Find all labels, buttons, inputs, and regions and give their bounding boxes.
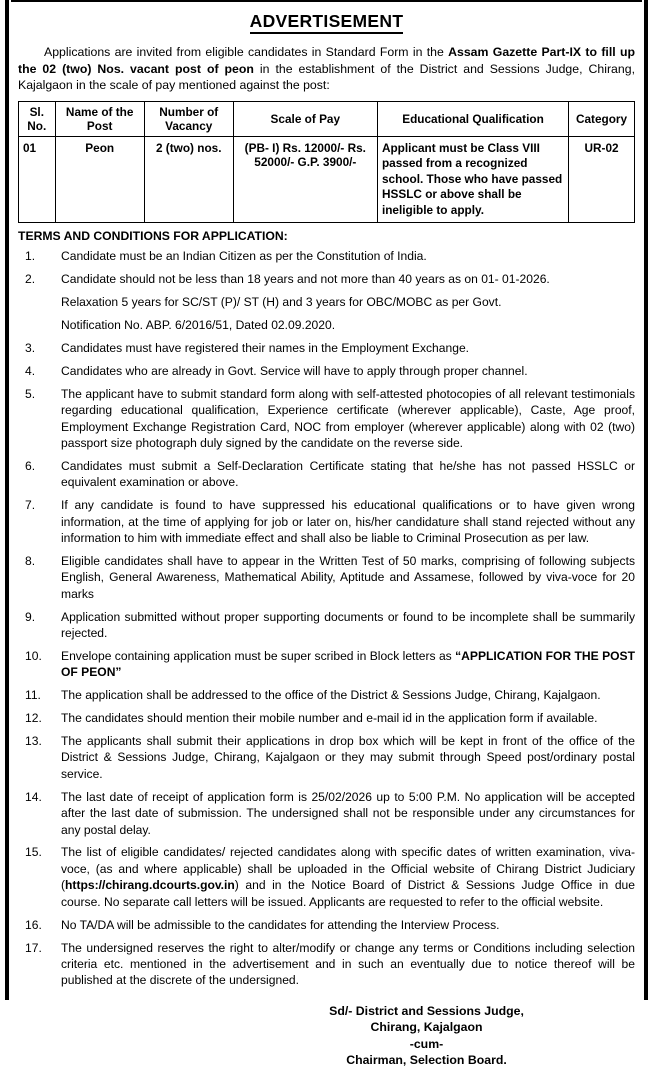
advertisement-inner-frame	[11, 0, 642, 1068]
terms-item-3-number: 3.	[25, 340, 36, 355]
terms-item-15-text-before: The list of eligible candidates/ rejected candidates along with specific dates of written examination, viva-voce, (as and where applicable) shall be uploaded in the Official website of Chirang District Judiciary (	[61, 845, 635, 893]
terms-item-15-text-after: ) and in the Notice Board of District & Sessions Judge Office in due course. No separate call letters will be issued. Applicants are requested to refer to the official website.	[61, 878, 635, 909]
terms-item-4	[18, 363, 635, 379]
signature-line-2: Chirang, Kajalgaon	[370, 1020, 483, 1035]
intro-part1: Applications are invited from eligible candidates in Standard Form in the	[44, 45, 449, 60]
terms-item-5	[18, 386, 635, 452]
intro-paragraph	[18, 44, 635, 94]
terms-item-5-number: 5.	[25, 386, 36, 401]
terms-item-7-number: 7.	[25, 498, 36, 513]
terms-item-12-text: The candidates should mention their mobile number and e-mail id in the application form if available.	[61, 711, 598, 726]
terms-item-2-sub1: Relaxation 5 years for SC/ST (P)/ ST (H) and 3 years for OBC/MOBC as per Govt.	[61, 295, 502, 310]
table-header-row	[19, 101, 635, 136]
header-category: Category	[569, 101, 635, 136]
header-educational-qualification: Educational Qualification	[377, 101, 568, 136]
terms-item-10-text-before: Envelope containing application must be super scribed in Block letters as	[61, 648, 456, 663]
terms-item-10	[18, 648, 635, 681]
signature-line-1: Sd/- District and Sessions Judge,	[329, 1003, 524, 1018]
terms-item-16	[18, 917, 635, 933]
terms-item-17-number: 17.	[25, 940, 42, 955]
terms-item-10-bold: “APPLICATION FOR THE POST OF PEON”	[61, 648, 635, 680]
terms-heading: TERMS AND CONDITIONS FOR APPLICATION:	[18, 229, 288, 244]
cell-category: UR-02	[569, 136, 635, 223]
header-number-of-vacancy: Number of Vacancy	[144, 101, 233, 136]
signature-block	[18, 1003, 635, 1069]
terms-item-12	[18, 710, 635, 726]
terms-item-14	[18, 789, 635, 838]
terms-item-1	[18, 248, 635, 264]
terms-item-11-text: The application shall be addressed to the office of the District & Sessions Judge, Chirang, Kajalgaon.	[61, 688, 601, 703]
terms-item-6-text: Candidates must submit a Self-Declaration Certificate stating that he/she has not passed HSSLC or equivalent examination or above.	[61, 458, 635, 490]
terms-item-9-number: 9.	[25, 609, 36, 624]
signature-line-4: Chairman, Selection Board.	[346, 1053, 507, 1068]
cell-qualification: Applicant must be Class VIII passed from a recognized school. Those who have passed HSSLC or above shall be ineligible to apply.	[377, 136, 568, 223]
terms-item-1-text: Candidate must be an Indian Citizen as per the Constitution of India.	[61, 249, 427, 264]
page-title-text: ADVERTISEMENT	[250, 11, 404, 34]
terms-item-16-number: 16.	[25, 917, 42, 932]
terms-item-13	[18, 733, 635, 782]
page-title	[18, 11, 635, 32]
terms-item-1-number: 1.	[25, 249, 36, 264]
terms-item-13-text: The applicants shall submit their applications in drop box which will be kept in front of the office of the District & Sessions Judge, Chirang, Kajalgaon or they may submit through Speed post/ordinary postal service.	[61, 734, 635, 781]
terms-item-2-text: Candidate should not be less than 18 years and not more than 40 years as on 01- 01-2026.	[61, 272, 550, 287]
intro-bold: Assam Gazette Part-IX to fill up the 02 (two) Nos. vacant post of peon	[18, 45, 635, 76]
cell-post: Peon	[55, 136, 144, 223]
terms-item-9	[18, 609, 635, 642]
header-scale-of-pay: Scale of Pay	[233, 101, 377, 136]
terms-item-3	[18, 340, 635, 356]
terms-item-11-number: 11.	[25, 688, 41, 703]
vacancy-table	[18, 101, 635, 224]
terms-item-2	[18, 271, 635, 333]
terms-item-2-sub2: Notification No. ABP. 6/2016/51, Dated 02.09.2020.	[61, 318, 336, 333]
intro-part2: in the establishment of the District and Sessions Judge, Chirang, Kajalgaon in the scale of pay mentioned against the post:	[18, 61, 635, 93]
terms-item-4-text: Candidates who are already in Govt. Service will have to apply through proper channel.	[61, 363, 528, 378]
terms-item-13-number: 13.	[25, 734, 42, 749]
terms-item-8-number: 8.	[25, 553, 36, 568]
terms-item-8-text: Eligible candidates shall have to appear in the Written Test of 50 marks, comprising of following subjects English, General Awareness, Mathematical Ability, Aptitude and Assamese, followed by viva-voce for 20 marks	[61, 553, 635, 601]
terms-item-17	[18, 940, 635, 989]
terms-item-6-number: 6.	[25, 458, 36, 473]
terms-item-7	[18, 497, 635, 546]
terms-item-3-text: Candidates must have registered their names in the Employment Exchange.	[61, 340, 470, 355]
header-name-of-post: Name of the Post	[55, 101, 144, 136]
cell-vacancy: 2 (two) nos.	[144, 136, 233, 223]
terms-item-7-text: If any candidate is found to have suppressed his educational qualifications or to have given wrong information, at the time of applying for job or later on, his/her candidature shall stand rejected without any information to him with immediate effect and shall also be liable to Criminal Prosecution as per law.	[61, 498, 635, 545]
terms-item-17-text: The undersigned reserves the right to alter/modify or change any terms or Conditions including selection criteria etc. mentioned in the advertisement and in such an eventually due to notice thereof will be published at the discrete of the undersigned.	[61, 940, 635, 988]
terms-list	[18, 248, 635, 988]
terms-item-4-number: 4.	[25, 363, 36, 378]
cell-sl-no: 01	[19, 136, 56, 223]
terms-item-11	[18, 687, 635, 703]
terms-item-9-text: Application submitted without proper supporting documents or found to be incomplete shall be summarily rejected.	[61, 609, 635, 641]
signature-line-3: -cum-	[409, 1036, 444, 1051]
terms-item-2-number: 2.	[25, 272, 36, 287]
cell-scale-of-pay: (PB- I) Rs. 12000/- Rs. 52000/- G.P. 3900/-	[233, 136, 377, 223]
terms-item-15	[18, 844, 635, 910]
header-sl-no: Sl. No.	[19, 101, 56, 136]
official-website-link[interactable]: https://chirang.dcourts.gov.in	[65, 878, 235, 893]
terms-item-14-text: The last date of receipt of application form is 25/02/2026 up to 5:00 P.M. No application will be accepted after the last date of submission. The undersigned shall not be responsible under any circumstances for any postal delay.	[61, 789, 635, 837]
terms-item-14-number: 14.	[25, 789, 42, 804]
terms-item-15-number: 15.	[25, 845, 42, 860]
terms-item-8	[18, 553, 635, 602]
terms-item-10-number: 10.	[25, 648, 42, 663]
terms-item-5-text: The applicant have to submit standard form along with self-attested photocopies of all relevant testimonials regarding educational qualification, Experience certificate (wherever applicable), Caste, Age proof, Employment Exchange Registration Card, NOC from employer (wherever applicable) along with 02 (two) passport size photograph duly signed by the candidate on the reverse side.	[61, 386, 635, 450]
terms-item-12-number: 12.	[25, 711, 42, 726]
terms-item-16-text: No TA/DA will be admissible to the candidates for attending the Interview Process.	[61, 917, 500, 932]
table-row	[19, 136, 635, 223]
terms-item-6	[18, 458, 635, 491]
